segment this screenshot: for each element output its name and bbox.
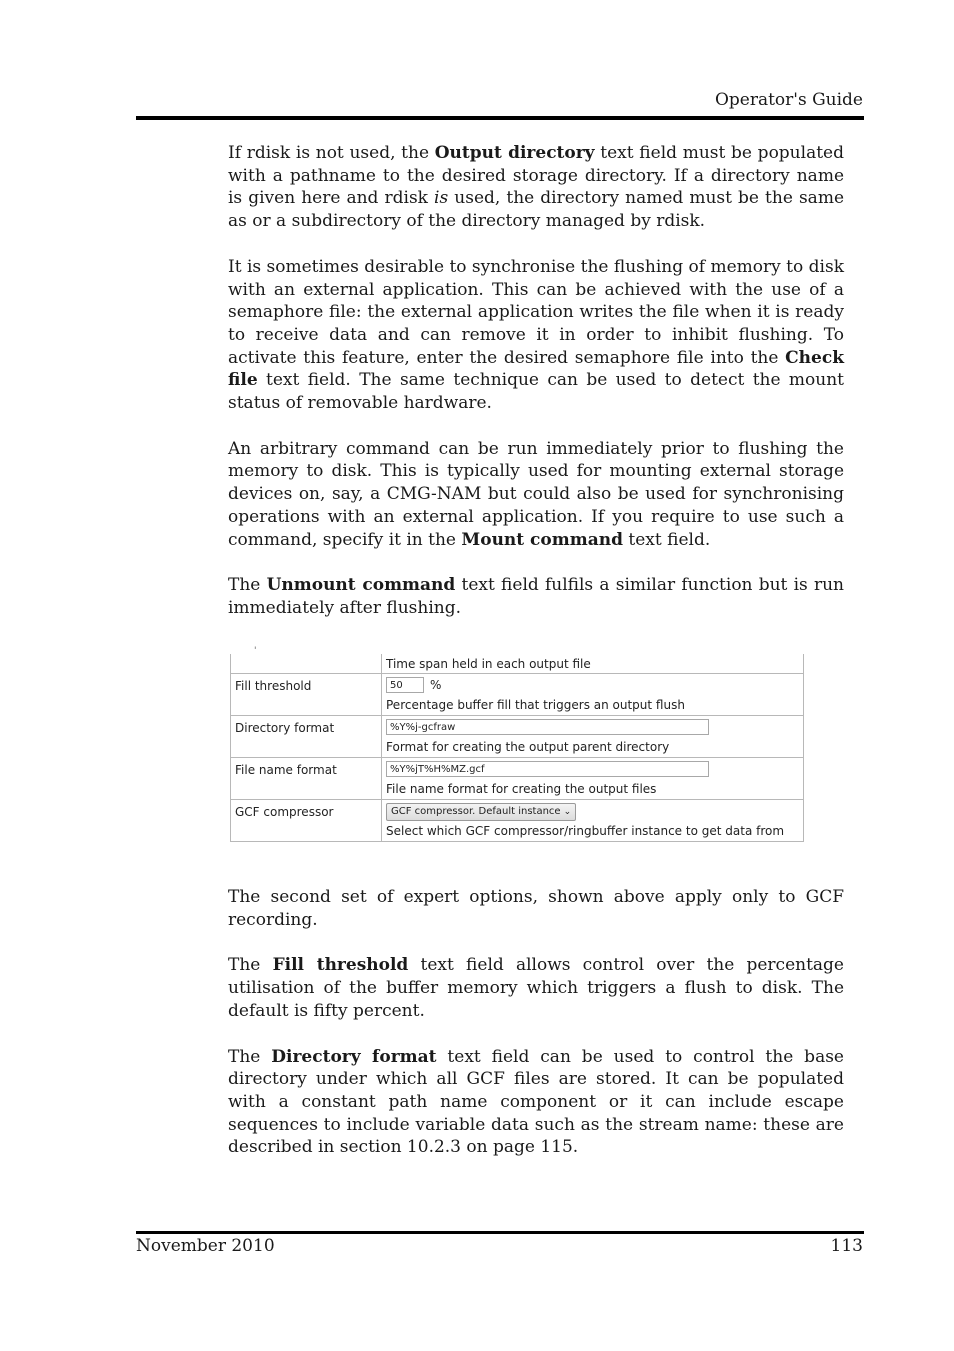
table-row <box>231 800 804 842</box>
gcf-options-table <box>230 654 804 842</box>
body-text-lower <box>228 886 844 1182</box>
cropped-row-fragment: ' <box>254 646 257 656</box>
table-row <box>231 716 804 758</box>
chevron-down-icon: ⌄ <box>563 807 572 817</box>
row-value <box>382 758 804 800</box>
running-header: Operator's Guide <box>714 90 863 110</box>
term-directory-format: Directory format <box>271 1046 437 1067</box>
directory-format-description: Format for creating the output parent directory <box>386 740 670 754</box>
file-name-format-description: File name format for creating the output files <box>386 782 657 796</box>
term-mount-command: Mount command <box>461 529 623 550</box>
paragraph-unmount-command: The Unmount command text field fulfils a similar function but is run immediately after flushing. <box>228 575 844 618</box>
term-check-file: Check file <box>228 347 844 391</box>
paragraph-fill-threshold: The Fill threshold text field allows control over the percentage utilisation of the buffer memory which triggers a flush to disk. The default is fifty percent. <box>228 955 844 1021</box>
page-number: 113 <box>830 1236 863 1256</box>
footer-rule <box>136 1231 864 1234</box>
footer-date: November 2010 <box>136 1236 275 1256</box>
row-value <box>382 654 804 674</box>
percent-unit: % <box>430 677 442 692</box>
paragraph-mount-command: An arbitrary command can be run immediately prior to flushing the memory to disk. This is typically used for mounting external storage devices on, say, a CMG-NAM but could also be used for synchronising operations with an external application. If you require to use such a command, specify it in the Mount command text field. <box>228 438 844 550</box>
gcf-compressor-label: GCF compressor <box>231 800 382 842</box>
term-unmount-command: Unmount command <box>266 575 456 596</box>
table-row <box>231 674 804 716</box>
settings-screenshot <box>230 648 804 840</box>
paragraph-check-file: It is sometimes desirable to synchronise the flushing of memory to disk with an external application. This can be achieved with the use of a semaphore file: the external application writes the file when it is ready to receive data and can remove it in order to inhibit flushing. To activate this feature, enter the desired semaphore file into the Check file text field. The same technique can be used to detect the mount status of removable hardware. <box>228 256 844 414</box>
row-label-empty <box>231 654 382 674</box>
fill-threshold-description: Percentage buffer fill that triggers an output flush <box>386 698 685 712</box>
gcf-compressor-select[interactable]: GCF compressor. Default instance ⌄ <box>386 803 576 821</box>
paragraph-expert-options: The second set of expert options, shown above apply only to GCF recording. <box>228 887 844 930</box>
file-name-format-label: File name format <box>231 758 382 800</box>
table-row <box>231 758 804 800</box>
directory-format-input[interactable]: %Y%j-gcfraw <box>386 719 709 735</box>
file-name-format-input[interactable]: %Y%jT%H%MZ.gcf <box>386 761 709 777</box>
time-span-description: Time span held in each output file <box>386 657 591 671</box>
header-rule <box>136 116 864 120</box>
row-value <box>382 674 804 716</box>
paragraph-output-directory: If rdisk is not used, the Output directory text field must be populated with a pathname to the desired storage directory. If a directory name is given here and rdisk is used, the directory named must be the same as or a subdirectory of the directory managed by rdisk. <box>228 143 844 232</box>
row-value <box>382 800 804 842</box>
paragraph-directory-format: The Directory format text field can be used to control the base directory under which all GCF files are stored. It can be populated with a constant path name component or it can include escape sequences to include variable data such as the stream name: these are described in section 10.2.3 on page 115. <box>228 1046 844 1158</box>
fill-threshold-label: Fill threshold <box>231 674 382 716</box>
term-output-directory: Output directory <box>434 143 595 163</box>
table-row <box>231 654 804 674</box>
gcf-compressor-description: Select which GCF compressor/ringbuffer instance to get data from <box>386 824 785 838</box>
directory-format-label: Directory format <box>231 716 382 758</box>
body-text-upper <box>228 142 844 643</box>
row-value <box>382 716 804 758</box>
term-fill-threshold: Fill threshold <box>272 955 409 976</box>
fill-threshold-input[interactable]: 50 <box>386 677 424 693</box>
